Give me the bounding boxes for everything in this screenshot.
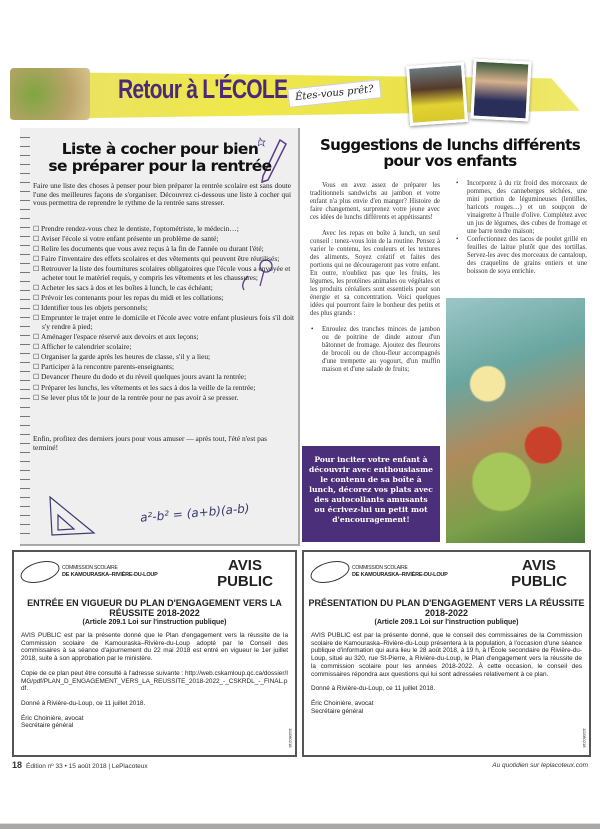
checklist-item: ☐ Préparer les lunchs, les vêtements et les sacs à dos la veille de la rentrée; — [33, 384, 295, 393]
page-number: 18 — [12, 760, 23, 770]
checklist-item: ☐ Acheter les sacs à dos et les boîtes à lunch, le cas échéant; — [33, 284, 295, 293]
lunch-column-left — [310, 182, 440, 374]
checklist-item: ☐ Faire l'inventaire des effets scolaires et des vêtements qui peuvent être réutilisés; — [33, 255, 295, 264]
banner-title: Retour à L'ÉCOLE — [118, 74, 288, 104]
checklist-item: ☐ Aviser l'école si votre enfant présente un problème de santé; — [33, 235, 295, 244]
org-name: COMMISSION SCOLAIRE DE KAMOURASKA–RIVIÈRE-DU-LOUP — [62, 565, 158, 578]
checklist — [33, 225, 295, 404]
checklist-item: ☐ Organiser la garde après les heures de classe, s'il y a lieu; — [33, 353, 295, 362]
lunch-tip-callout: Pour inciter votre enfant à découvrir avec enthousiasme le contenu de sa boîte à lunch, décorez vos plats avec des autocollants amusants ou écrivez-lui un petit mot d'encouragement! — [302, 446, 440, 542]
banner-food-image — [10, 68, 90, 120]
notice-body: AVIS PUBLIC est par la présente donné que le Plan d'engagement vers la réussite de la Commission scolaire de Kamouraska–Rivière-du-Loup adopté par le Conseil des commissaires à sa séance d'ajournement du 22 mai 2018 est entré en vigueur le 1er juillet 2018, suite à son approbation par le ministère. Copie de ce plan peut être consulté à l'adresse suivante : http://web.cskamloup.qc.ca/dossier/IMG/pdf/PLAN_D_ENGAGEMENT_VERS_LA_REUSSITE_2018-2022_-_CSKRDL_-_FINAL.pdf. Donné à Rivière-du-Loup, ce 11 juillet 2018. Éric Choinière, avocat Secrétaire général — [21, 632, 288, 730]
student-boy-photo — [406, 62, 468, 126]
lunch-bullet: • Enroulez des tranches minces de jambon ou de poitrine de dinde autour d'un bâtonnet de fromage. Ajoutez des fleurons de brocoli ou de chou-fleur accompagnés d'une trempette au yogourt, d'un muffin maison et d'une salade de fruits; — [310, 326, 440, 374]
notice-heading: PRÉSENTATION DU PLAN D'ENGAGEMENT VERS LA RÉUSSITE 2018-2022 (Article 209.1 Loi sur l'instruction publique) — [308, 598, 585, 626]
lunch-title: Suggestions de lunchs différents pour vos enfants — [319, 136, 581, 170]
checklist-item: ☐ Prévoir les contenants pour les repas du midi et les collations; — [33, 294, 295, 303]
checklist-item: ☐ Emprunter le trajet entre le domicile et l'école avec votre enfant plusieurs fois s'il doit s'y rendre à pied; — [33, 314, 295, 331]
checklist-item: ☐ Aménager l'espace réservé aux devoirs et aux leçons; — [33, 333, 295, 342]
notice-code: 111080218 — [582, 727, 587, 747]
checklist-item: ☐ Relire les documents que vous avez reçus à la fin de l'année ou durant l'été; — [33, 245, 295, 254]
checklist-outro: Enfin, profitez des derniers jours pour vous amuser — après tout, l'été n'est pas terminé! — [33, 434, 267, 452]
checklist-item: ☐ Afficher le calendrier scolaire; — [33, 343, 295, 352]
checklist-item: ☐ Prendre rendez-vous chez le dentiste, l'optométriste, le médecin…; — [33, 225, 295, 234]
lunch-paragraph: Vous en avez assez de préparer les traditionnels sandwichs au jambon et votre enfant n'a plus envie d'en manger? Histoire de faire changement, surprenez votre jeune avec ces idées de lunchs différents et appétissants! — [310, 182, 440, 221]
checklist-item: ☐ Identifier tous les objets personnels; — [33, 304, 295, 313]
set-square-icon — [48, 495, 98, 537]
salad-photo — [446, 298, 585, 543]
lunch-paragraph: Avec les repas en boîte à lunch, un seul conseil : tenez-vous loin de la routine. Pensez à varier le contenu, les couleurs et les textures des aliments. Soyez créatif et faites des portions qui ne décourageront pas votre enfant. En outre, n'oubliez pas que les fruits, les légumes, les protéines animales ou végétales et les produits céréaliers sont essentiels pour son énergie et sa concentration. Voici quelques idées qui pourront faire le bonheur des petits et des plus grands : — [310, 230, 440, 317]
notice-heading: ENTRÉE EN VIGUEUR DU PLAN D'ENGAGEMENT VERS LA RÉUSSITE 2018-2022 (Article 209.1 Loi sur l'instruction publique) — [27, 598, 282, 626]
footer-tagline: Au quotidien sur leplacoteux.com — [492, 762, 588, 769]
checklist-intro: Faire une liste des choses à penser pour bien préparer la rentrée scolaire est sans doute l'une des meilleures façons de s'organiser. Découvrez ci-dessous une liste à cocher qui vous permettra de reprendre le rythme de la rentrée sans stresser. — [33, 181, 291, 208]
school-board-logo — [18, 557, 62, 587]
checklist-item: ☐ Se lever plus tôt le jour de la rentrée pour ne pas avoir à se presser. — [33, 394, 295, 403]
math-formula: a²-b² = (a+b)(a-b) — [139, 501, 251, 525]
lunch-column-right — [455, 180, 587, 276]
banner-tagline: Êtes-vous prêt? — [287, 79, 381, 108]
footer-edition: 18 Édition nº 33 • 15 août 2018 | LePlacoteux — [12, 760, 148, 770]
notice-body: AVIS PUBLIC est par la présente donné, que le conseil des commissaires de la Commission scolaire de Kamouraska–Rivière-du-Loup présentera à la population, à l'occasion d'une séance publique d'information qui aura lieu le 28 août 2018, à 19 h, à l'École secondaire de Rivière-du-Loup, situé au 320, rue St-Pierre, à Rivière-du-Loup, le Plan d'engagement vers la réussite de la commission scolaire pour les années 2018-2022. À cette occasion, le conseil des commissaires répondra aux questions qui lui sont adressées relativement à ce plan. Donné à Rivière-du-Loup, ce 11 juillet 2018. Éric Choinière, avocat Secrétaire général — [311, 632, 582, 715]
student-girl-photo — [470, 59, 531, 122]
school-board-logo — [308, 557, 352, 587]
checklist-item: ☐ Devancer l'heure du dodo et du réveil quelques jours avant la rentrée; — [33, 373, 295, 382]
lunch-bullet: • Incorporez à du riz froid des morceaux de pommes, des canneberges séchées, une mini portion de légumineuses (lentilles, haricots rouges…) et un soupçon de vinaigrette à l'huile d'olive. Complétez avec un jus de légumes, des cubes de fromage et une barre tendre maison; — [455, 180, 587, 236]
bottom-bar — [0, 823, 600, 829]
notice-label: AVIS PUBLIC — [511, 557, 567, 590]
lunch-bullet: • Confectionnez des tacos de poulet grillé en feuilles de laitue plutôt que des tortillas. Servez-les avec des morceaux de cantaloup, des craquelins de grains entiers et une boisson de soya enrichie. — [455, 236, 587, 276]
org-name: COMMISSION SCOLAIRE DE KAMOURASKA–RIVIÈRE-DU-LOUP — [352, 565, 448, 578]
notice-label: AVIS PUBLIC — [217, 557, 273, 590]
public-notice — [302, 550, 591, 757]
public-notice — [12, 550, 297, 757]
checklist-item: ☐ Participer à la rencontre parents-enseignants; — [33, 363, 295, 372]
checklist-title: Liste à cocher pour bien se préparer pour la rentrée — [48, 140, 272, 175]
checklist-item: ☐ Retrouver la liste des fournitures scolaires obligatoires que l'école vous a envoyée et acheter tout le matériel requis, y compris les vêtements et les chaussures; — [33, 265, 295, 282]
notebook-spiral — [20, 132, 30, 542]
notice-code: 111080218 — [288, 727, 293, 747]
